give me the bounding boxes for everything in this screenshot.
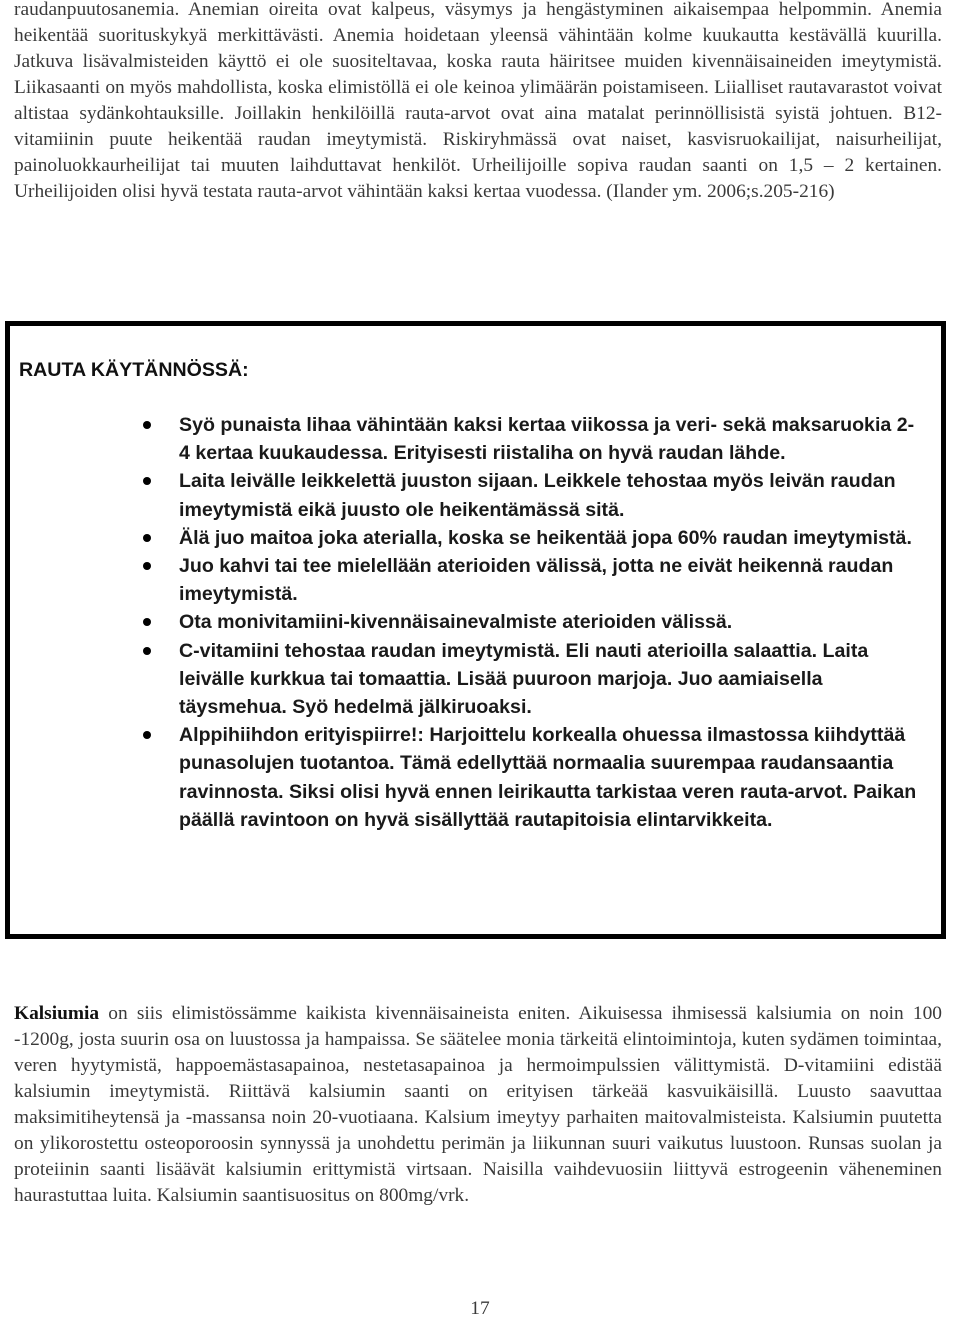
tip-text: Älä juo maitoa joka aterialla, koska se heikentää jopa 60% raudan imeytymistä. [179,526,912,549]
iron-tips-box [5,321,946,939]
tip-item [10,524,941,552]
calcium-term: Kalsiumia [14,1003,100,1024]
bullet-icon [143,477,151,485]
calcium-paragraph [14,1001,942,1209]
bullet-icon [143,421,151,429]
tip-item [10,608,941,636]
tip-item [10,411,941,467]
iron-deficiency-paragraph: raudanpuutosanemia. Anemian oireita ovat kalpeus, väsymys ja hengästyminen aikaisempaa helpommin. Anemia heikentää suorituskykyä merkittävästi. Anemia hoidetaan yleensä vähintään kolme kuukautta kestävällä kuurilla. Jatkuva lisävalmisteiden käyttö ei ole suositeltavaa, koska rauta häiritsee muiden kivennäisaineiden imeytymistä. Liikasaanti on myös mahdollista, koska elimistöllä ei ole keinoa ylimäärän poistamiseen. Liialliset rautavarastot voivat altistaa sydänkohtauksille. Joillakin henkilöillä rauta-arvot ovat aina matalat perinnöllisistä syistä johtuen. B12-vitamiinin puute heikentää raudan imeytymistä. Riskiryhmässä ovat naiset, kasvisruokailijat, naisurheilijat, painoluokkaurheilijat tai muuten laihduttavat henkilöt. Urheilijoille sopiva raudan saanti on 1,5 – 2 kertainen. Urheilijoiden olisi hyvä testata rauta-arvot vähintään kaksi kertaa vuodessa. (Ilander ym. 2006;s.205-216) [14,0,942,202]
bullet-icon [143,618,151,626]
tip-item [10,637,941,722]
tip-item [10,721,941,834]
calcium-text: on siis elimistössämme kaikista kivennäisaineista eniten. Aikuisessa ihmisessä kalsiumia on noin 100 -1200g, josta suurin osa on luustossa ja hampaissa. Se säätelee monia tärkeitä elintoimintoja, kuten sydämen toimintaa, veren hyytymistä, happoemästasapainoa, nestetasapainoa ja hermoimpulssien välittymistä. D-vitamiini edistää kalsiumin imeytymistä. Riittävä kalsiumin saanti on erityisen tärkeää kasvuikäisillä. Luusto saavuttaa maksimitiheytensä ja -massansa noin 20-vuotiaana. Kalsium imeytyy parhaiten maitovalmisteista. Kalsiumin puutetta on ylikorostettu osteoporoosin synnyssä ja unohdettu perimän ja liikunnan suuri vaikutus luustoon. Runsas suolan ja proteiinin saanti lisäävät kalsiumin erittymistä virtsaan. Naisilla vaihdevuosiin liittyvä estrogeenin väheneminen haurastuttaa luita. Kalsiumin saantisuositus on 800mg/vrk. [14,1003,942,1206]
tip-item [10,467,941,523]
iron-tips-title: RAUTA KÄYTÄNNÖSSÄ: [19,359,249,381]
tip-item [10,552,941,608]
tip-text: C-vitamiini tehostaa raudan imeytymistä. Eli nauti aterioilla salaattia. Laita leivälle kurkkua tai tomaattia. Lisää puuroon marjoja. Juo aamiaisella täysmehua. Syö hedelmä jälkiruoaksi. [179,639,869,719]
tip-text: Ota monivitamiini-kivennäisainevalmiste aterioiden välissä. [179,611,733,634]
bullet-icon [143,647,151,655]
tip-text: Juo kahvi tai tee mielellään aterioiden välissä, jotta ne eivät heikennä raudan imeytymistä. [179,555,894,606]
bullet-icon [143,731,151,739]
tip-text: Syö punaista lihaa vähintään kaksi kertaa viikossa ja veri- sekä maksaruokia 2-4 kertaa kuukaudessa. Erityisesti riistaliha on hyvä raudan lähde. [179,414,915,465]
bullet-icon [143,562,151,570]
bullet-icon [143,534,151,542]
tip-text: Laita leivälle leikkelettä juuston sijaan. Leikkele tehostaa myös leivän raudan imeytymistä eikä juusto ole heikentämässä sitä. [179,470,896,521]
page-number: 17 [470,1298,490,1319]
tip-text: Alppihiihdon erityispiirre!: Harjoittelu korkealla ohuessa ilmastossa kiihdyttää punasolujen tuotantoa. Tämä edellyttää normaalia suurempaa raudansaantia ravinnosta. Siksi olisi hyvä ennen leirikautta tarkistaa veren rauta-arvot. Paikan päällä ravintoon on hyvä sisällyttää rautapitoisia elintarvikkeita. [179,724,917,831]
iron-tips-list [10,411,941,834]
